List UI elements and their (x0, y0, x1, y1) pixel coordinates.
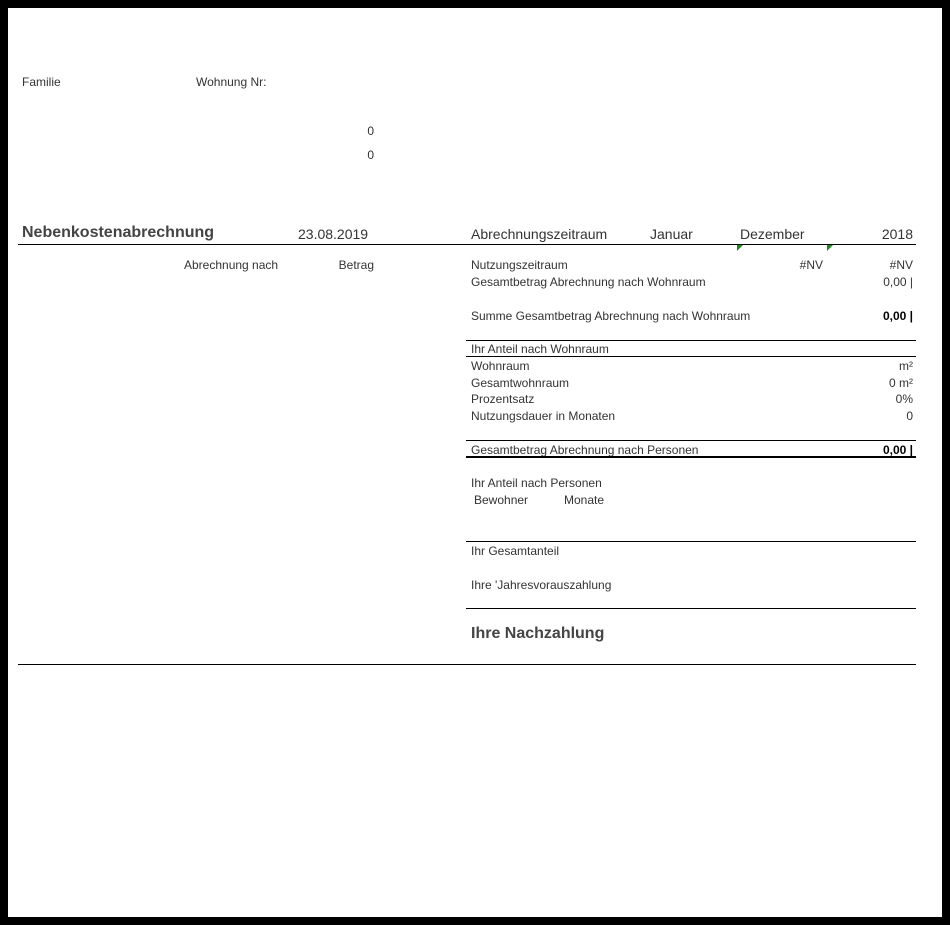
familie-label: Familie (22, 75, 61, 89)
monate-label: Monate (564, 493, 605, 507)
gesamtanteil-label: Ihr Gesamtanteil (471, 544, 560, 558)
comment-marker-icon (737, 245, 743, 251)
nutzungsdauer-value: 0 (906, 409, 913, 423)
gesamt-personen-label: Gesamtbetrag Abrechnung nach Personen (471, 443, 699, 457)
to-month: Dezember (740, 226, 805, 242)
nutzungszeitraum-label: Nutzungszeitraum (471, 258, 568, 272)
nachzahlung-label: Ihre Nachzahlung (471, 625, 605, 642)
bewohner-label: Bewohner (474, 493, 529, 507)
nutzungsdauer-label: Nutzungsdauer in Monaten (471, 409, 616, 423)
header-value-1: 0 (367, 124, 374, 138)
gesamtwohnraum-label: Gesamtwohnraum (471, 376, 570, 390)
comment-marker-icon (827, 245, 833, 251)
abrechnung-nach-header: Abrechnung nach (184, 258, 279, 272)
divider (466, 608, 916, 609)
prozentsatz-value: 0% (895, 392, 913, 406)
divider (466, 356, 916, 357)
divider (466, 456, 916, 458)
zeitraum-label: Abrechnungszeitraum (471, 226, 608, 242)
wohnung-label: Wohnung Nr: (196, 75, 267, 89)
billing-date: 23.08.2019 (298, 226, 369, 242)
summe-label: Summe Gesamtbetrag Abrechnung nach Wohnraum (471, 309, 751, 323)
gesamt-wohnraum-value: 0,00 | (883, 275, 913, 289)
anteil-personen-heading: Ihr Anteil nach Personen (471, 476, 602, 490)
nutzungszeitraum-from: #NV (799, 258, 823, 272)
summe-value: 0,00 | (882, 309, 913, 323)
gesamt-personen-value: 0,00 | (882, 443, 913, 457)
billing-sheet (8, 8, 942, 917)
divider (466, 440, 916, 441)
betrag-header: Betrag (338, 258, 374, 272)
gesamt-wohnraum-label: Gesamtbetrag Abrechnung nach Wohnraum (471, 275, 706, 289)
header-value-2: 0 (367, 148, 374, 162)
title-divider (18, 244, 916, 245)
gesamtwohnraum-value: 0 m² (889, 376, 913, 390)
wohnraum-label: Wohnraum (471, 359, 530, 373)
vorauszahlung-label: Ihre 'Jahresvorauszahlung (471, 578, 612, 592)
bottom-divider (18, 664, 916, 665)
wohnraum-value: m² (899, 359, 913, 373)
nutzungszeitraum-to: #NV (889, 258, 913, 272)
divider (466, 541, 916, 542)
prozentsatz-label: Prozentsatz (471, 392, 535, 406)
from-month: Januar (650, 226, 693, 242)
divider (466, 340, 916, 341)
billing-year: 2018 (881, 226, 913, 242)
page-title: Nebenkostenabrechnung (22, 224, 215, 241)
anteil-wohnraum-heading: Ihr Anteil nach Wohnraum (471, 342, 609, 356)
